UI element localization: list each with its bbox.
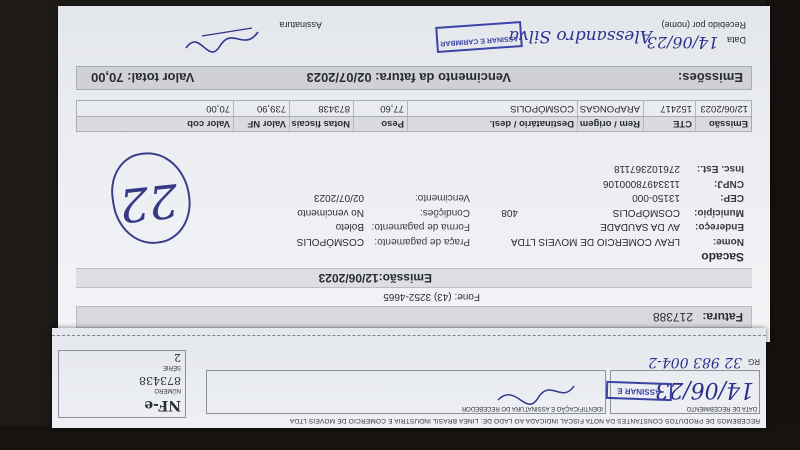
col-header: Peso xyxy=(353,117,407,131)
table-cell: 77,60 xyxy=(353,101,407,116)
summary-bar xyxy=(76,66,752,90)
table-cell: COSMÓPOLIS xyxy=(407,101,577,116)
payment-value: No vencimento xyxy=(297,207,364,218)
field-value: AV DA SAUDADE xyxy=(600,221,680,233)
handwritten-number: 22 xyxy=(116,173,181,233)
receipt-signature-area xyxy=(76,10,752,60)
payment-value: COSMÓPOLIS xyxy=(296,236,364,247)
payment-label: Vencimento: xyxy=(414,192,470,204)
background-edge xyxy=(766,0,800,450)
receipt-date-label: Data xyxy=(726,35,746,45)
nfe-title: NF-e xyxy=(144,397,181,413)
field-value: 276102367118 xyxy=(614,163,680,175)
field-label: CEP: xyxy=(720,192,744,204)
nfe-numero: 873438 xyxy=(139,374,181,387)
signature-label: Assinatura xyxy=(279,20,322,30)
sacado-fields xyxy=(511,161,744,248)
nfe-box xyxy=(58,350,186,418)
payment-fields xyxy=(297,190,470,248)
field-label: Nome: xyxy=(712,236,744,247)
table-cell: ARAPONGAS xyxy=(577,101,643,116)
stub-rg-label: RG xyxy=(748,357,760,366)
payment-value: Boleto xyxy=(335,221,364,233)
field-row xyxy=(511,190,744,205)
col-header: Valor NF xyxy=(233,117,289,131)
payment-label: Condições: xyxy=(419,207,470,218)
received-by-handwritten: Alessandro Silva xyxy=(508,26,652,46)
phone-number: Fone: (43) 3252-4665 xyxy=(383,291,480,302)
table-cell: 873438 xyxy=(289,101,353,116)
address-number: 408 xyxy=(501,207,518,218)
table-cell: 12/06/2023 xyxy=(695,101,751,116)
col-header: Destinatário / desl. xyxy=(407,117,577,131)
table-cell: 739,90 xyxy=(233,101,289,116)
payment-row xyxy=(297,205,470,220)
payment-value: 02/07/2023 xyxy=(313,192,364,204)
invoice-sheet xyxy=(58,6,770,342)
field-row xyxy=(511,219,744,234)
field-label: Município: xyxy=(694,207,744,218)
col-header: Notas fiscais xyxy=(289,117,353,131)
receipt-date xyxy=(647,33,746,52)
table-cell: 152417 xyxy=(643,101,695,116)
fatura-header xyxy=(76,306,752,328)
col-header: Valor cob xyxy=(187,118,230,129)
nfe-serie: 2 xyxy=(174,351,181,364)
table-row xyxy=(76,100,752,116)
emissao-header xyxy=(76,268,752,288)
stub-stamp: ASSINAR E xyxy=(606,381,673,401)
emissoes-label: Emissões: xyxy=(677,70,743,85)
payment-row xyxy=(297,234,470,249)
col-header: CTE xyxy=(643,117,695,131)
due-date-text: Vencimento da fatura: 02/07/2023 xyxy=(306,70,511,85)
payment-row xyxy=(297,190,470,205)
sacado-title: Sacado xyxy=(701,250,744,264)
payment-label: Praça de pagamento: xyxy=(374,236,470,247)
signature-scribble xyxy=(182,22,262,56)
field-row xyxy=(511,161,744,176)
field-value: COSMÓPOLIS xyxy=(612,207,680,218)
total-value-text: Valor total: 70,00 xyxy=(91,70,195,85)
stub-tear-line xyxy=(52,335,766,336)
field-row xyxy=(511,234,744,249)
emissao-label: Emissão: xyxy=(378,271,432,285)
stub-handwritten-date: 14/06/23 xyxy=(655,377,754,402)
fatura-label: Fatura: xyxy=(702,310,743,324)
stub-receipt-text: RECEBEMOS DE PRODUTOS CONSTANTES DA NOTA FISCAL INDICADA AO LADO DE: LINEA BRASIL INDUSTRIA E COMERCIO DE MOVEIS LTDA xyxy=(289,417,760,424)
field-value: 13150-000 xyxy=(632,192,680,204)
receipt-date-handwritten: 14/06/23 xyxy=(646,33,719,52)
nfe-receipt-stub xyxy=(52,328,766,428)
emissao-date: 12/06/2023 xyxy=(318,271,379,285)
field-label: Insc. Est.: xyxy=(696,163,744,175)
field-value: 11334978000106 xyxy=(602,178,680,189)
fatura-number: 217388 xyxy=(652,310,693,324)
payment-label: Forma de pagamento: xyxy=(371,221,470,233)
field-row xyxy=(511,205,744,220)
stub-rg-handwritten: 32 983 004-2 xyxy=(648,354,742,370)
payment-row xyxy=(297,219,470,234)
stub-signature-scribble xyxy=(496,376,576,406)
field-label: CNPJ: xyxy=(713,178,744,189)
stub-ident-label: IDENTIFICAÇÃO E ASSINATURA DO RECEBEDOR xyxy=(461,405,603,411)
col-header: Rem / origem xyxy=(577,117,643,131)
field-label: Endereço: xyxy=(695,221,744,233)
nfe-serie-label: SÉRIE xyxy=(162,364,181,370)
table-cell: 70,00 xyxy=(206,103,230,114)
received-by-label: Recebido por (nome) xyxy=(661,20,746,30)
freight-table xyxy=(76,100,752,132)
background-bottom xyxy=(0,426,800,450)
receipt-stamp: ASSINAR E CARIMBAR xyxy=(435,21,523,53)
table-header xyxy=(76,116,752,132)
stub-date-label: DATA DE RECEBIMENTO xyxy=(686,405,757,411)
field-row xyxy=(511,176,744,191)
col-header: Emissão xyxy=(695,117,751,131)
field-value: LRAV COMERCIO DE MOVEIS LTDA xyxy=(510,236,680,247)
nfe-numero-label: NÚMERO xyxy=(154,387,181,393)
emissao-text xyxy=(319,271,432,285)
